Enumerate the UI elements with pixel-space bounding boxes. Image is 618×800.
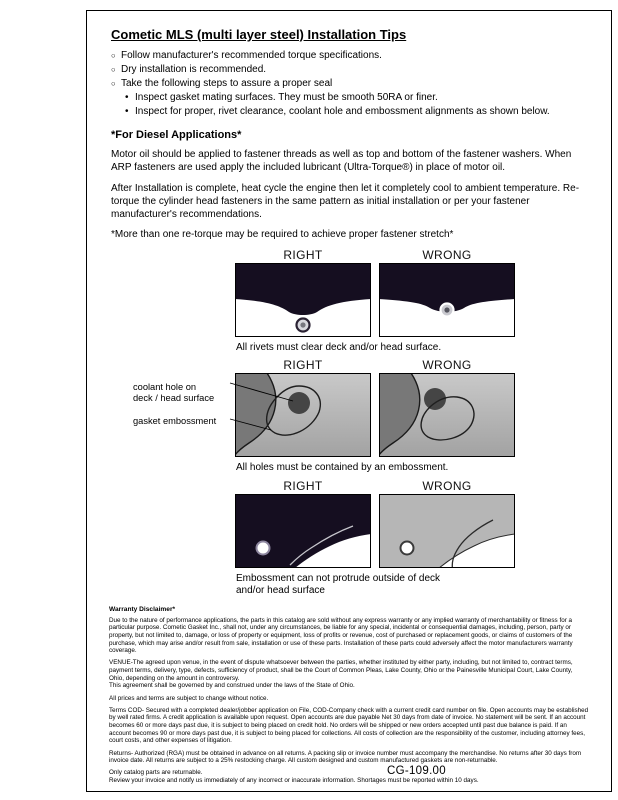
diesel-paragraph-1: Motor oil should be applied to fastener threads as well as top and bottom of the fastener washers. When ARP fasteners are used apply the included lubricant (Ultra-Torque®) in place of motor oil. (111, 148, 572, 173)
wrong-label: WRONG (422, 478, 472, 493)
warranty-paragraph: Terms COD- Secured with a completed dealer/jobber application on File, COD-Company check with a current credit card number on file. Open accounts may be established by well rated firms. A credit application is available upon request. Open accounts are due payable Net 30 days from date of invoice. No statement will be sent. If an account becomes 60 or more days past due, it is subject to being placed on credit hold. No orders will be shipped or new orders accepted until past due balance is paid. If an account becomes 90 or more days past due, it is subject to being placed for collections. All costs of collection are the responsibility of the customer, including attorney fees, court costs, and other expenses of litigation. (109, 706, 589, 745)
figure-rivets (235, 248, 515, 355)
circle-bullet-icon: ○ (111, 65, 116, 74)
coolant-hole-annotation: coolant hole on deck / head surface (133, 382, 215, 404)
rivet-wrong-image (379, 263, 515, 337)
list-item (111, 50, 589, 63)
bullet-text: Follow manufacturer's recommended torque specifications. (121, 50, 382, 61)
diesel-paragraph-2: After Installation is complete, heat cycle the engine then let it completely cool to ambient temperature. Re-torque the cylinder head fasteners in the same pattern as initial installation or per your fastener manufacturer's recommendations. (111, 182, 580, 220)
figure-panels (235, 494, 515, 568)
hole-wrong-image (379, 373, 515, 457)
figure-embossment-holes (133, 358, 515, 475)
tips-list (111, 50, 589, 119)
warranty-paragraph: Returns- Authorized (RGA) must be obtained in advance on all returns. A packing slip or invoice number must accompany the merchandise. No returns after 30 days from invoice date. All returns are subject to a 25% restocking charge. All custom designed and custom manufactured gaskets are non-returnable. (109, 749, 582, 765)
warranty-disclaimer (109, 606, 589, 785)
wrong-label: WRONG (422, 247, 472, 262)
right-label: RIGHT (283, 247, 323, 262)
protrude-wrong-image (379, 494, 515, 568)
figures-section (133, 247, 515, 598)
list-item (111, 78, 589, 91)
dot-bullet-icon: • (125, 92, 129, 103)
warranty-paragraph: VENUE-The agreed upon venue, in the event of dispute whatsoever between the parties, whether instituted by either party, including, but not limited to, contract terms, payment terms, delivery, type, defects, sufficiency of product, shall be the Court of Common Pleas, Lake County, Ohio or the Painesville Municipal Court, Lake County, Ohio, depending on the amount in controversy. This agreement shall be governed by and construed under the laws of the State of Ohio. (109, 659, 573, 690)
figure-embossment-protrude (235, 479, 515, 598)
list-item (125, 92, 589, 105)
document-number: CG-109.00 (387, 765, 446, 777)
bullet-text: Inspect gasket mating surfaces. They must be smooth 50RA or finer. (135, 92, 438, 103)
circle-bullet-icon: ○ (111, 51, 116, 60)
page-sheet (86, 10, 612, 792)
protrude-right-image (235, 494, 371, 568)
gasket-embossment-annotation: gasket embossment (133, 416, 217, 426)
bullet-text: Dry installation is recommended. (121, 64, 267, 75)
figure-panels (235, 263, 515, 337)
warranty-heading: Warranty Disclaimer* (109, 605, 176, 613)
right-label: RIGHT (283, 358, 323, 372)
diesel-heading: *For Diesel Applications* (111, 128, 242, 141)
bullet-text: Inspect for proper, rivet clearance, coolant hole and embossment alignments as shown below. (135, 106, 550, 117)
dot-bullet-icon: • (125, 106, 129, 117)
wrong-label: WRONG (422, 358, 472, 372)
warranty-paragraph: All prices and terms are subject to change without notice. (109, 694, 269, 702)
figure-labels (235, 358, 515, 372)
bullet-text: Take the following steps to assure a proper seal (121, 78, 333, 89)
page-title: Cometic MLS (multi layer steel) Installation Tips (111, 27, 407, 42)
list-item (111, 64, 589, 77)
figure-caption: Embossment can not protrude outside of deck and/or head surface (236, 572, 441, 596)
sub-tips-list (125, 92, 589, 119)
figure-caption: All rivets must clear deck and/or head surface. (236, 341, 442, 353)
figure-panels (235, 373, 515, 457)
warranty-paragraph: Only catalog parts are returnable. Review your invoice and notify us immediately of any incorrect or inaccurate information. Shortages must be reported within 10 days. (109, 769, 479, 785)
warranty-paragraph: Due to the nature of performance applications, the parts in this catalog are sold without any express warranty or any implied warranty of merchantability or fitness for a particular purpose. Cometic Gasket Inc., shall not, under any circumstances, be liable for any special, incidental or consequential damages, including, person, party or property, but not limited to, damage, or loss of property or equipment, loss of profits or revenue, cost of purchased or replacement goods, or claims of customers of the purchase, which may arise and/or result from sale, installation or use of these parts. Installation of these parts could adversely affect the motor manufacturers warranty coverage. (109, 616, 573, 655)
figure-labels (235, 248, 515, 262)
hole-right-image (235, 373, 371, 457)
circle-bullet-icon: ○ (111, 79, 116, 88)
retorque-note: *More than one re-torque may be required to achieve proper fastener stretch* (111, 228, 454, 240)
right-label: RIGHT (283, 478, 323, 493)
figure-labels (235, 479, 515, 493)
figure-caption: All holes must be contained by an embossment. (236, 462, 449, 473)
list-item (125, 106, 589, 119)
rivet-right-image (235, 263, 371, 337)
